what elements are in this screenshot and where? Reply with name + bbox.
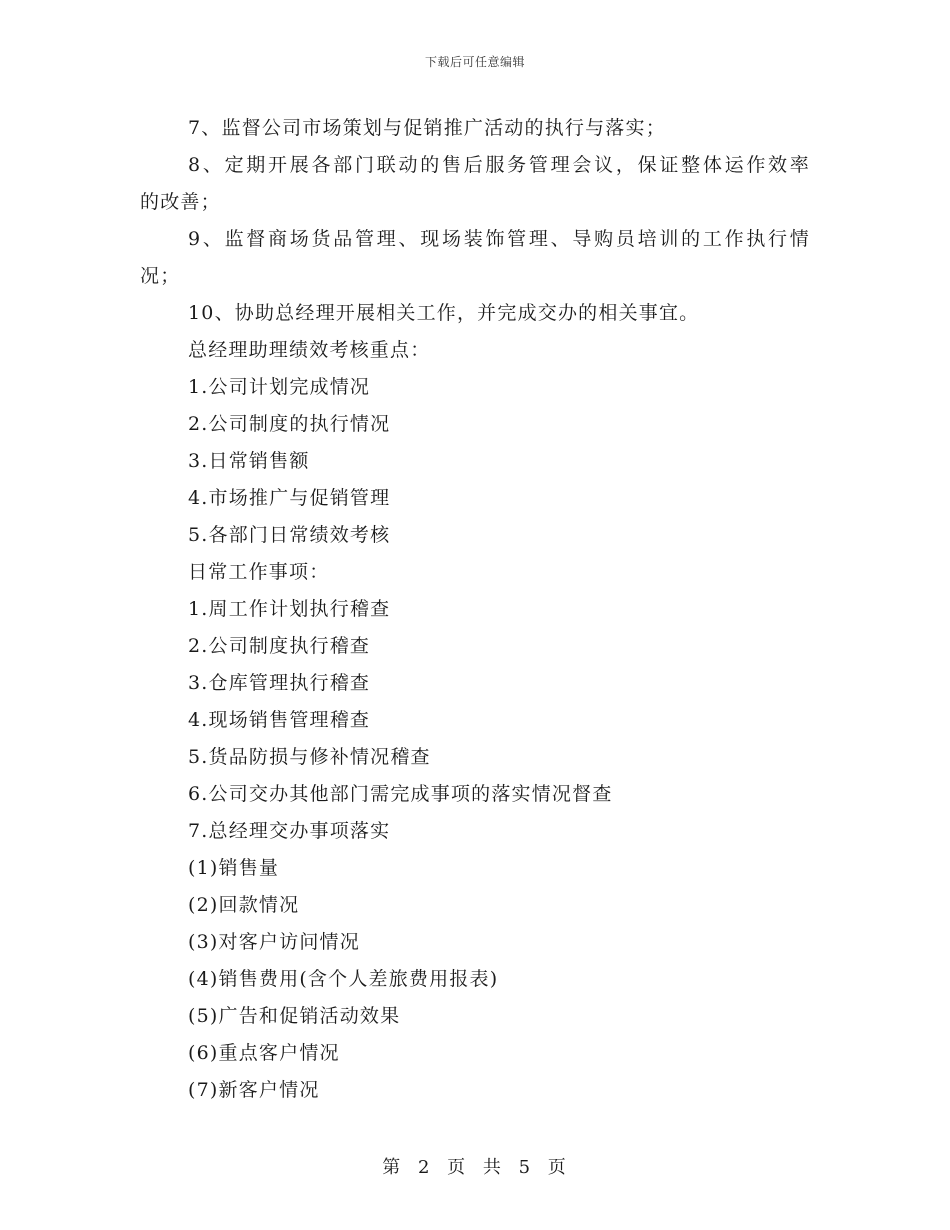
paragraph-line: 总经理助理绩效考核重点： (188, 339, 431, 361)
footer-total-pages: 5 (518, 1157, 533, 1178)
paragraph-line: 7.总经理交办事项落实 (188, 820, 391, 842)
paragraph-line: 7、监督公司市场策划与促销推广活动的执行与落实； (188, 117, 666, 139)
paragraph-line: 4.现场销售管理稽查 (188, 709, 371, 731)
paragraph-line: (1)销售量 (188, 857, 280, 879)
footer-total-word: 共 (482, 1157, 503, 1178)
paragraph-line: (3)对客户访问情况 (188, 931, 360, 953)
footer-page-word: 页 (447, 1157, 468, 1178)
document-body (140, 110, 810, 1109)
paragraph-line: 10、协助总经理开展相关工作，并完成交办的相关事宜。 (188, 302, 700, 324)
footer-current-page: 2 (417, 1157, 432, 1178)
paragraph-line: 5.各部门日常绩效考核 (188, 524, 391, 546)
paragraph-line: 8、定期开展各部门联动的售后服务管理会议，保证整体运作效率 (188, 154, 810, 176)
paragraph-line: 3.日常销售额 (188, 450, 310, 472)
paragraph-line: (4)销售费用(含个人差旅费用报表) (188, 968, 499, 990)
paragraph-line: (7)新客户情况 (188, 1079, 320, 1101)
page-footer (0, 1153, 950, 1179)
paragraph-line: (5)广告和促销活动效果 (188, 1005, 401, 1027)
paragraph-line: 的改善； (140, 191, 221, 213)
paragraph-line: (2)回款情况 (188, 894, 300, 916)
footer-suffix: 页 (547, 1157, 568, 1178)
header-note: 下载后可任意编辑 (424, 55, 525, 69)
paragraph-line: 3.仓库管理执行稽查 (188, 672, 371, 694)
paragraph-line: 1.公司计划完成情况 (188, 376, 371, 398)
footer-prefix: 第 (382, 1157, 403, 1178)
paragraph-line: 1.周工作计划执行稽查 (188, 598, 391, 620)
paragraph-line: 况； (140, 265, 181, 287)
paragraph-line: 2.公司制度的执行情况 (188, 413, 391, 435)
paragraph-line: 日常工作事项： (188, 561, 330, 583)
paragraph-line: (6)重点客户情况 (188, 1042, 340, 1064)
paragraph-line: 4.市场推广与促销管理 (188, 487, 391, 509)
paragraph-line: 5.货品防损与修补情况稽查 (188, 746, 431, 768)
paragraph-line: 9、监督商场货品管理、现场装饰管理、导购员培训的工作执行情 (188, 228, 810, 250)
paragraph-line: 6.公司交办其他部门需完成事项的落实情况督查 (188, 783, 613, 805)
paragraph-line: 2.公司制度执行稽查 (188, 635, 371, 657)
